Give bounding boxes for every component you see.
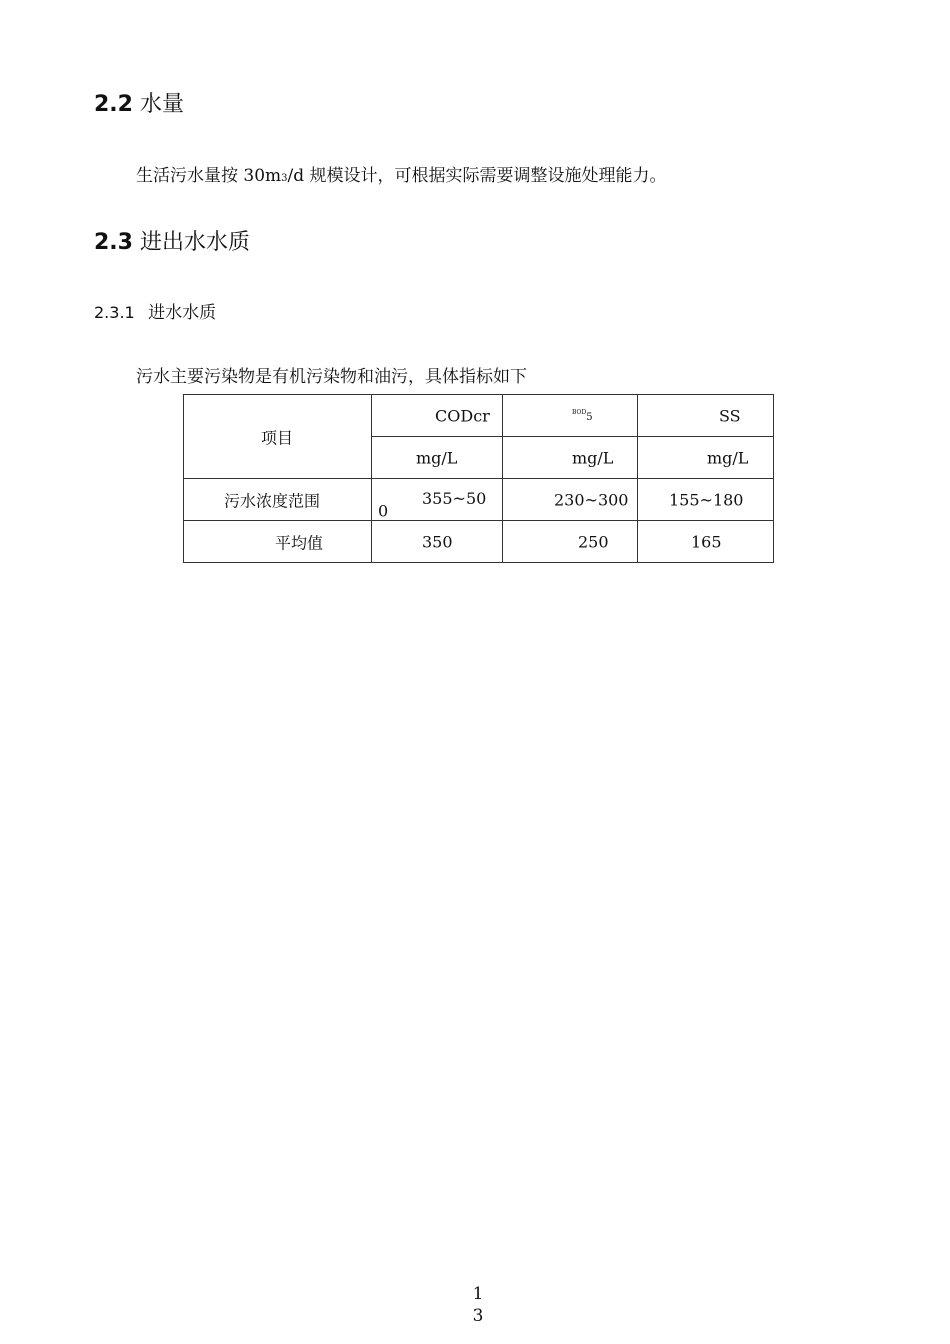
row-header-cell [184, 395, 372, 479]
unit-cell: mg/L [638, 437, 774, 479]
row-label-cell: 污水浓度范围 [184, 479, 372, 521]
water-volume-paragraph [136, 161, 667, 186]
value-cell: 250 [503, 521, 638, 563]
table-row [184, 521, 774, 563]
paragraph-text-end: /d 规模设计，可根据实际需要调整设施处理能力。 [287, 166, 667, 186]
value-cell: 230~300 [503, 479, 638, 521]
value-cell: 350 [372, 521, 503, 563]
unit-superscript: 3 [281, 173, 288, 184]
subsection-title: 进水水质 [148, 303, 217, 323]
section-title: 进出水水质 [139, 230, 250, 255]
column-header-cod: CODcr [372, 395, 503, 437]
column-header-bod: $^{BOD}$5 [503, 395, 638, 437]
section-number: 2.3 [94, 230, 133, 255]
section-heading-2-2 [94, 87, 184, 118]
row-header-label: 项目 [261, 428, 294, 447]
section-number: 2.2 [94, 92, 133, 117]
table-header-row [184, 395, 774, 437]
column-header-ss: SS [638, 395, 774, 437]
subsection-heading-2-3-1 [94, 298, 216, 323]
value-cell: 355~50 0 [372, 479, 503, 521]
table-row [184, 479, 774, 521]
influent-quality-table [183, 394, 774, 563]
pollutant-paragraph: 污水主要污染物是有机污染物和油污，具体指标如下 [136, 367, 527, 387]
value-cell: 155~180 [638, 479, 774, 521]
paragraph-text-start: 生活污水量按 30m [136, 166, 282, 186]
section-title: 水量 [139, 92, 184, 117]
page-number: 1 3 [472, 1284, 484, 1326]
section-heading-2-3 [94, 225, 250, 256]
unit-cell: mg/L [503, 437, 638, 479]
subsection-number: 2.3.1 [94, 303, 135, 322]
value-cell: 165 [638, 521, 774, 563]
row-label-cell: 平均值 [184, 521, 372, 563]
unit-cell: mg/L [372, 437, 503, 479]
